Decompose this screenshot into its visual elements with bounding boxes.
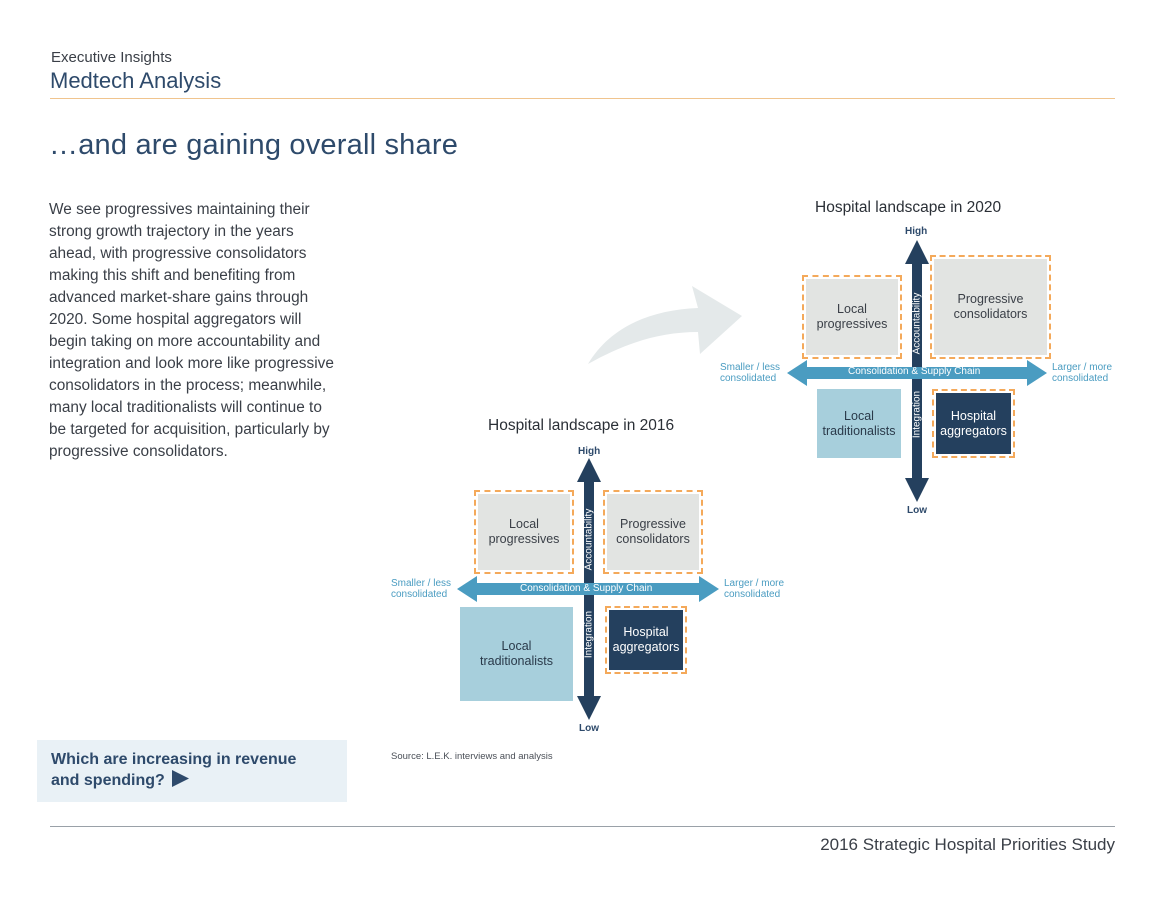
accountability-axis-label: Accountability xyxy=(911,292,923,355)
footer-divider xyxy=(50,826,1115,827)
axis-high-label: High xyxy=(578,446,601,457)
quadrant-hospital-aggregators: Hospital aggregators xyxy=(936,393,1011,454)
quadrant-local-traditionalists: Local traditionalists xyxy=(460,607,573,701)
diagram-2016-title: Hospital landscape in 2016 xyxy=(488,417,675,434)
play-arrow-icon xyxy=(172,770,189,787)
quadrant-hospital-aggregators: Hospital aggregators xyxy=(609,610,683,670)
report-kicker: Executive Insights xyxy=(51,49,172,66)
footer-study-title: 2016 Strategic Hospital Priorities Study xyxy=(820,835,1115,854)
quadrant-local-progressives: Local progressives xyxy=(478,494,570,570)
right-axis-label: Larger / more consolidated xyxy=(1052,362,1113,384)
diagram-2020-title: Hospital landscape in 2020 xyxy=(815,199,1002,216)
next-question-link[interactable] xyxy=(37,740,347,802)
cta-line-2: and spending? xyxy=(51,772,165,789)
cta-line-1: Which are increasing in revenue xyxy=(51,751,297,768)
quadrant-local-progressives: Local progressives xyxy=(806,279,898,355)
accountability-axis-label: Accountability xyxy=(583,508,595,571)
axis-low-label: Low xyxy=(579,723,599,734)
right-axis-label: Larger / more consolidated xyxy=(724,578,785,600)
quadrant-progressive-consolidators: Progressive consolidators xyxy=(607,494,699,570)
header-divider xyxy=(50,98,1115,99)
left-axis-label: Smaller / less consolidated xyxy=(720,362,781,384)
axis-low-label: Low xyxy=(907,505,927,516)
quadrant-progressive-consolidators: Progressive consolidators xyxy=(934,259,1047,355)
body-paragraph: We see progressives maintaining their strong growth trajectory in the years ahead, with progressive consolidators making this shift and benefiting from advanced market-share gains through 2020. Some hospital aggregators will begin taking on more accountability and integration and look more like progressive consolidators in the process; meanwhile, many local traditionalists will continue to be targeted for acquisition, particularly by progressive consolidators. xyxy=(49,201,334,460)
left-axis-label: Smaller / less consolidated xyxy=(391,578,452,600)
report-section-title: Medtech Analysis xyxy=(50,68,222,93)
cta-text xyxy=(51,749,321,791)
quadrant-local-traditionalists: Local traditionalists xyxy=(817,389,901,458)
source-note: Source: L.E.K. interviews and analysis xyxy=(391,751,553,762)
horizontal-axis-label: Consolidation & Supply Chain xyxy=(848,366,981,377)
page-headline: …and are gaining overall share xyxy=(49,129,459,161)
integration-axis-label: Integration xyxy=(583,610,595,659)
diagram-2016 xyxy=(390,414,790,739)
integration-axis-label: Integration xyxy=(911,390,923,439)
axis-high-label: High xyxy=(905,226,928,237)
horizontal-axis-label: Consolidation & Supply Chain xyxy=(520,583,653,594)
